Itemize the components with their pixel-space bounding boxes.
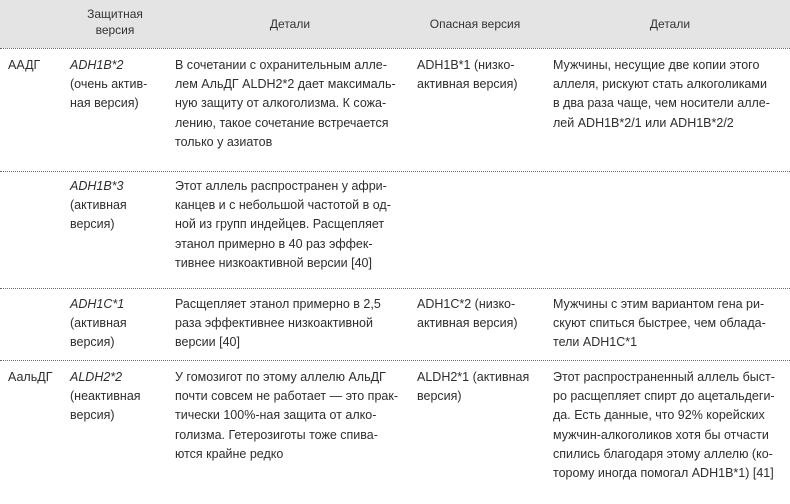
row3-dangerous (417, 295, 518, 333)
row1-protective-l0: ADH1B*2 (70, 58, 124, 72)
row4-details2-l3: мужчин-алкоголиков хотя бы отчасти (553, 427, 769, 442)
row3-details2-l0: Мужчины с этим вариантом гена ри- (553, 297, 765, 311)
row1-details2-l2: в два раза чаще, чем носители алле- (553, 96, 770, 111)
row-separator (0, 288, 790, 289)
header-dangerous: Опасная версия (429, 17, 521, 31)
row3-details2-l2: тели ADH1C*1 (553, 335, 638, 350)
row4-details2-l0: Этот распространенный аллель быст- (553, 370, 775, 384)
row3-details1 (175, 295, 381, 353)
row1-protective-l1: (очень актив- (70, 77, 148, 92)
row4-dangerous (417, 368, 529, 406)
row4-details2-l4: спились благодаря этому аллелю (ко- (553, 446, 773, 461)
row4-details2 (553, 368, 775, 483)
row-separator (0, 360, 790, 361)
row1-protective-l2: ная версия) (70, 96, 139, 111)
row4-protective-l1: (неактивная (70, 389, 141, 404)
row1-details1-l4: только у азиатов (175, 134, 273, 149)
row4-details1 (175, 368, 398, 464)
row1-details2-l0: Мужчины, несущие две копии этого (553, 58, 760, 72)
row4-details2-l2: да. Есть данные, что 92% корейских (553, 408, 765, 423)
table-header (0, 0, 790, 48)
row2-protective (70, 177, 127, 235)
header-details-1: Детали (269, 17, 311, 31)
row1-details1-l0: В сочетании с охранительным алле- (175, 58, 387, 72)
row4-details1-l3: голизма. Гетерозиготы тоже спива- (175, 427, 378, 442)
row3-details2 (553, 295, 766, 353)
row1-details1-l2: ную защиту от алкоголизма. К сожа- (175, 96, 387, 111)
row3-protective-l1: (активная (70, 316, 127, 331)
row4-dangerous-l0: ALDH2*1 (активная (417, 370, 530, 384)
row2-protective-l2: версия) (70, 217, 115, 232)
row2-details1-l3: этанол примерно в 40 раз эффек- (175, 236, 373, 251)
row3-protective-l2: версия) (70, 335, 115, 350)
row2-details1-l1: канцев и с небольшой частотой в од- (175, 198, 391, 213)
header-protective: Защитная версия (87, 7, 143, 37)
row4-protective (70, 368, 141, 426)
row3-protective (70, 295, 127, 353)
row4-details1-l4: ются крайне редко (175, 446, 284, 461)
row1-dangerous (417, 56, 518, 94)
row1-protective (70, 56, 147, 114)
row1-details1-l3: лению, такое сочетание встречается (175, 115, 389, 130)
row3-details1-l2: версии [40] (175, 335, 240, 350)
row4-protective-l0: ALDH2*2 (70, 370, 123, 384)
row4-enzyme: АальДГ (8, 370, 53, 384)
row2-protective-l1: (активная (70, 198, 127, 213)
row4-details1-l0: У гомозигот по этому аллелю АльДГ (175, 370, 386, 384)
row2-protective-l0: ADH1B*3 (70, 179, 124, 193)
row1-enzyme: ААДГ (8, 58, 41, 72)
row2-details1-l2: ной из групп индейцев. Расщепляет (175, 217, 385, 232)
row3-details1-l0: Расщепляет этанол примерно в 2,5 (175, 297, 381, 311)
row3-details2-l1: скуют спиться быстрее, чем облада- (553, 316, 766, 331)
row3-dangerous-l1: активная версия) (417, 316, 518, 331)
row4-protective-l2: версия) (70, 408, 115, 423)
row2-details1 (175, 177, 391, 273)
row1-details2 (553, 56, 770, 133)
row1-details1 (175, 56, 396, 152)
row1-details2-l1: аллеля, рискуют стать алкоголиками (553, 77, 767, 92)
row-separator (0, 48, 790, 49)
row4-details2-l1: ро расщепляет спирт до ацетальдеги- (553, 389, 775, 404)
row2-details1-l0: Этот аллель распространен у афри- (175, 179, 387, 193)
row1-dangerous-l0: ADH1B*1 (низко- (417, 58, 515, 72)
row2-details1-l4: тивнее низкоактивной версии [40] (175, 255, 372, 270)
row1-dangerous-l1: активная версия) (417, 77, 518, 92)
row3-protective-l0: ADH1C*1 (70, 297, 125, 311)
row3-dangerous-l0: ADH1C*2 (низко- (417, 297, 516, 311)
row1-details1-l1: лем АльДГ ALDH2*2 дает максималь- (175, 77, 396, 92)
row-separator (0, 171, 790, 172)
row4-details1-l2: тически 100%-ная защита от алко- (175, 408, 377, 423)
row4-dangerous-l1: версия) (417, 389, 462, 404)
row4-details1-l1: почти совсем не работает — это прак- (175, 389, 398, 404)
row1-details2-l3: лей ADH1B*2/1 или ADH1B*2/2 (553, 115, 734, 130)
row3-details1-l1: раза эффективнее низкоактивной (175, 316, 373, 331)
row4-details2-l5: торому иногда помогал ADH1B*1) [41] (553, 466, 774, 481)
header-details-2: Детали (649, 17, 691, 31)
